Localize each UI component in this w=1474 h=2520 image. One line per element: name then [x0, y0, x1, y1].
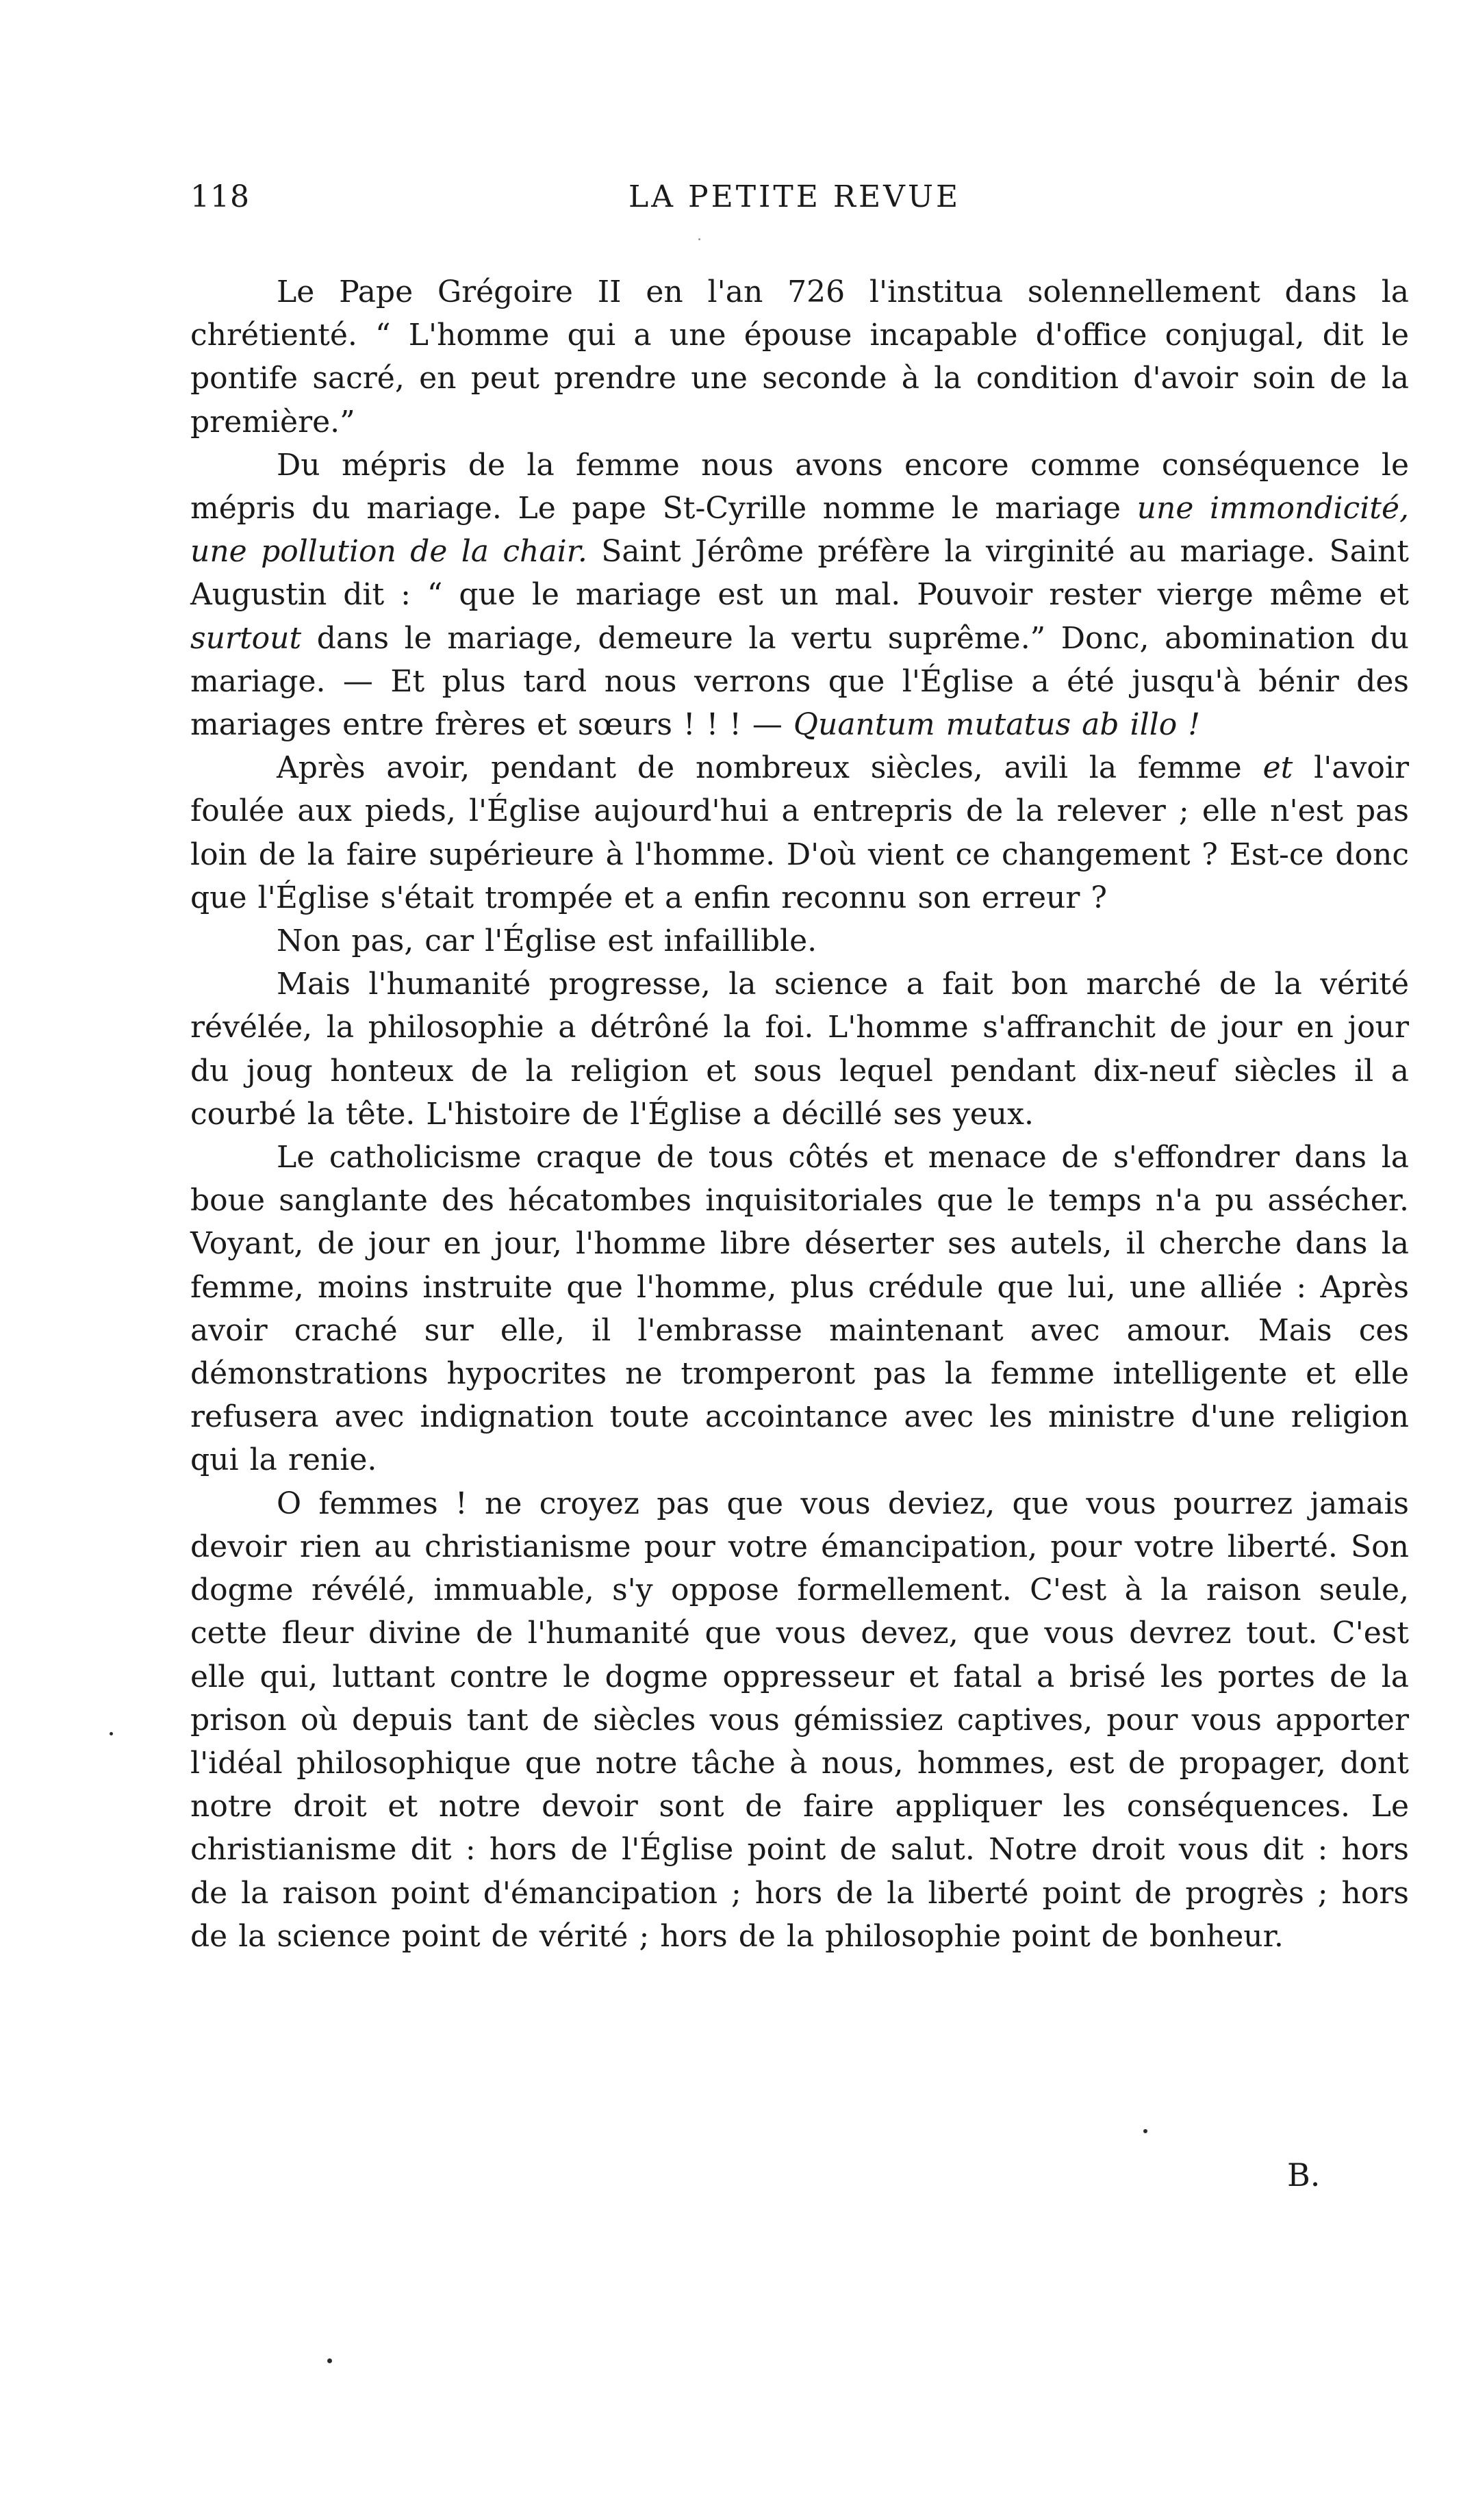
author-signature: B. [1287, 2156, 1321, 2193]
text-run: Après avoir, pendant de nombreux siècles, avili la femme [277, 750, 1263, 786]
text-run: Le catholicisme craque de tous côtés et menace de s'effondrer dans la boue sanglante des hécatombes inquisitoriales que le temps n'a pu assécher. Voyant, de jour en jour, l'homme libre déserter ses autels, il cherche dans la femme, moins instruite que l'homme, plus crédule que lui, une alliée : Après avoir craché sur elle, il l'embrasse maintenant avec amour. Mais ces démonstrations hypocrites ne tromperont pas la femme intelligente et elle refusera avec indignation toute accointance avec les ministre d'une religion qui la renie. [190, 1140, 1409, 1478]
text-run: Non pas, car l'Église est infaillible. [277, 924, 817, 959]
paragraph [190, 746, 1409, 919]
italic-text: une immondicité, une pollution de la chair. [190, 491, 1409, 570]
paragraph [190, 1136, 1409, 1482]
article-body [190, 270, 1409, 1958]
text-run: l'avoir foulée aux pieds, l'Église aujourd'hui a entrepris de la relever ; elle n'est pas loin de la faire supérieure à l'homme. D'où vient ce changement ? Est-ce donc que l'Église s'était trompée et a enfin reconnu son erreur ? [190, 750, 1409, 915]
paragraph [190, 444, 1409, 746]
paragraph [190, 270, 1409, 444]
italic-text: et [1262, 750, 1293, 786]
paragraph [190, 963, 1409, 1136]
text-run: dans le mariage, demeure la vertu suprême.” Donc, abomination du mariage. — Et plus tard nous verrons que l'Église a été jusqu'à bénir des mariages entre frères et sœurs ! ! ! — [190, 620, 1409, 743]
text-run: O femmes ! ne croyez pas que vous deviez, que vous pourrez jamais devoir rien au christianisme pour votre émancipation, pour votre liberté. Son dogme révélé, immuable, s'y oppose formellement. C'est à la raison seule, cette fleur divine de l'humanité que vous devez, que vous devrez tout. C'est elle qui, luttant contre le dogme oppresseur et fatal a brisé les portes de la prison où depuis tant de siècles vous gémissiez captives, pour vous apporter l'idéal philosophique que notre tâche à nous, hommes, est de propager, dont notre droit et notre devoir sont de faire appliquer les conséquences. Le christianisme dit : hors de l'Église point de salut. Notre droit vous dit : hors de la raison point d'émancipation ; hors de la liberté point de progrès ; hors de la science point de vérité ; hors de la philosophie point de bonheur. [190, 1486, 1409, 1954]
page-header [190, 179, 1409, 227]
page-number: 118 [190, 179, 250, 214]
text-run: Saint Jérôme préfère la virginité au mariage. Saint Augustin dit : “ que le mariage est un mal. Pouvoir rester vierge même et [190, 534, 1409, 613]
italic-text: surtout [190, 620, 302, 656]
print-speck [698, 238, 700, 240]
print-speck [1143, 2129, 1147, 2133]
text-run: Mais l'humanité progresse, la science a fait bon marché de la vérité révélée, la philosophie a détrôné la foi. L'homme s'affranchit de jour en jour du joug honteux de la religion et sous lequel pendant dix-neuf siècles il a courbé la tête. L'histoire de l'Église a décillé ses yeux. [190, 967, 1409, 1132]
paragraph [190, 1482, 1409, 1958]
italic-text: Quantum mutatus ab illo ! [793, 707, 1200, 743]
running-title: LA PETITE REVUE [628, 179, 961, 214]
text-run: Du mépris de la femme nous avons encore comme conséquence le mépris du mariage. Le pape St-Cyrille nomme le mariage [190, 447, 1409, 526]
paragraph [190, 919, 1409, 963]
print-speck [327, 2358, 332, 2363]
text-run: Le Pape Grégoire II en l'an 726 l'institua solennellement dans la chrétienté. “ L'homme qui a une épouse incapable d'office conjugal, dit le pontife sacré, en peut prendre une seconde à la condition d'avoir soin de la première.” [190, 275, 1409, 440]
print-speck [110, 1732, 113, 1735]
